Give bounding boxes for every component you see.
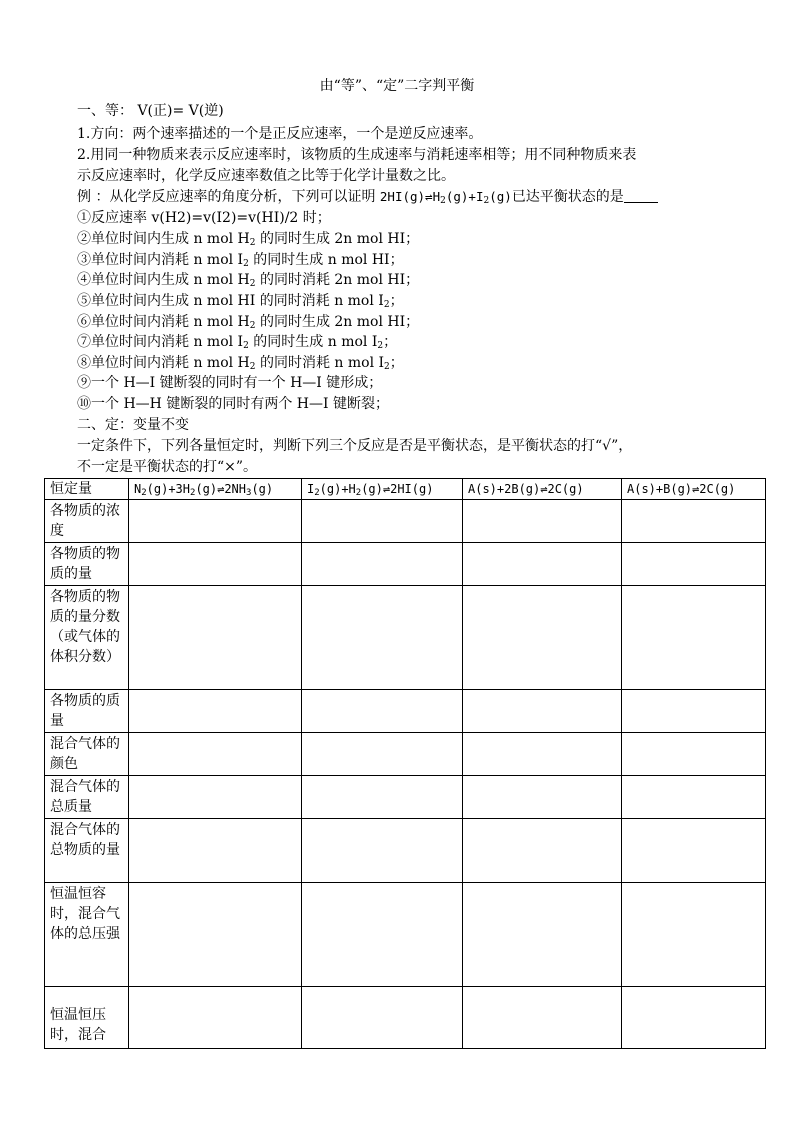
answer-cell[interactable] — [302, 987, 463, 1049]
answer-cell[interactable] — [302, 543, 463, 586]
answer-cell[interactable] — [463, 500, 622, 543]
list-item: ④单位时间内生成 n mol $H_2$ 的同时消耗 2n mol HI； — [77, 272, 420, 289]
table-row — [45, 543, 766, 586]
list-item: ⑥单位时间内消耗 n mol $H_2$ 的同时生成 2n mol HI； — [77, 314, 420, 331]
answer-cell[interactable] — [129, 733, 302, 776]
answer-cell[interactable] — [129, 987, 302, 1049]
answer-cell[interactable] — [622, 883, 766, 987]
example-equation-b: (g)+I — [445, 189, 484, 204]
equilibrium-table — [44, 478, 766, 1049]
example-equation-c: (g) — [489, 189, 512, 204]
answer-cell[interactable] — [463, 819, 622, 883]
instruction-line-2: 不一定是平衡状态的打“×”。 — [77, 459, 258, 475]
table-row — [45, 733, 766, 776]
row-label: 各物质的浓度 — [45, 500, 129, 543]
table-row — [45, 690, 766, 733]
row-label: 各物质的物质的量分数（或气体的体积分数） — [45, 586, 129, 690]
answer-cell[interactable] — [622, 543, 766, 586]
answer-cell[interactable] — [302, 883, 463, 987]
answer-cell[interactable] — [129, 690, 302, 733]
answer-cell[interactable] — [622, 733, 766, 776]
answer-cell[interactable] — [622, 776, 766, 819]
answer-cell[interactable] — [129, 543, 302, 586]
answer-cell[interactable] — [622, 500, 766, 543]
row-label: 恒温恒压时，混合 — [45, 987, 129, 1049]
answer-cell[interactable] — [302, 500, 463, 543]
answer-cell[interactable] — [463, 586, 622, 690]
example-suffix: 已达平衡状态的是 — [511, 189, 624, 205]
list-item: ⑧单位时间内消耗 n mol $H_2$ 的同时消耗 n mol $I_2$； — [77, 355, 404, 372]
point-1: 1.方向：两个速率描述的一个是正反应速率，一个是逆反应速率。 — [77, 126, 483, 142]
answer-cell[interactable] — [302, 819, 463, 883]
table-row — [45, 586, 766, 690]
answer-cell[interactable] — [463, 987, 622, 1049]
list-item: ⑩一个 H—H 键断裂的同时有两个 H—I 键断裂； — [77, 396, 389, 412]
table-header-row — [45, 479, 766, 500]
list-item: ②单位时间内生成 n mol $H_2$ 的同时生成 2n mol HI； — [77, 231, 420, 248]
header-constant-quantity: 恒定量 — [45, 479, 129, 500]
answer-cell[interactable] — [302, 586, 463, 690]
answer-cell[interactable] — [129, 883, 302, 987]
subscript: 2 — [483, 196, 490, 206]
row-label: 恒温恒容时，混合气体的总压强 — [45, 883, 129, 987]
answer-cell[interactable] — [463, 883, 622, 987]
answer-cell[interactable] — [463, 733, 622, 776]
table-row — [45, 987, 766, 1049]
example-question — [77, 187, 757, 207]
answer-cell[interactable] — [622, 586, 766, 690]
example-prefix: 例 ：从化学反应速率的角度分析，下列可以证明 — [77, 189, 380, 205]
answer-cell[interactable] — [129, 819, 302, 883]
section-2-heading: 二、定：变量不变 — [77, 417, 189, 433]
example-equation-a: 2HI(g)⇌H — [379, 189, 441, 204]
row-label: 混合气体的总物质的量 — [45, 819, 129, 883]
header-reaction: A(s)+B(g)⇌2C(g) — [622, 479, 766, 500]
answer-cell[interactable] — [622, 819, 766, 883]
answer-cell[interactable] — [622, 987, 766, 1049]
table-row — [45, 819, 766, 883]
answer-cell[interactable] — [129, 586, 302, 690]
page-title: 由“等”、“定”二字判平衡 — [319, 78, 475, 94]
row-label: 各物质的物质的量 — [45, 543, 129, 586]
answer-cell[interactable] — [302, 690, 463, 733]
list-item: ①反应速率 v(H2)=v(I2)=v(HI)/2 时； — [77, 210, 331, 226]
list-item: ⑤单位时间内生成 n mol HI 的同时消耗 n mol $I_2$； — [77, 293, 404, 310]
header-reaction: A(s)+2B(g)⇌2C(g) — [463, 479, 622, 500]
instruction-line-1: 一定条件下，下列各量恒定时，判断下列三个反应是否是平衡状态，是平衡状态的打“√”， — [77, 438, 633, 454]
answer-cell[interactable] — [129, 500, 302, 543]
header-reaction: $N_2(g)+3H_2(g)\rightleftharpoons 2NH_3(g)$ — [129, 479, 302, 500]
section-1-heading: 一、等： V(正)= V(逆) — [77, 103, 224, 119]
answer-cell[interactable] — [302, 776, 463, 819]
answer-cell[interactable] — [129, 776, 302, 819]
answer-cell[interactable] — [302, 733, 463, 776]
row-label: 混合气体的颜色 — [45, 733, 129, 776]
table-row — [45, 883, 766, 987]
row-label: 各物质的质量 — [45, 690, 129, 733]
answer-cell[interactable] — [463, 690, 622, 733]
row-label: 混合气体的总质量 — [45, 776, 129, 819]
table-row — [45, 776, 766, 819]
answer-cell[interactable] — [622, 690, 766, 733]
answer-cell[interactable] — [463, 543, 622, 586]
answer-blank[interactable] — [624, 188, 658, 203]
point-2-line-1: 2.用同一种物质来表示反应速率时，该物质的生成速率与消耗速率相等；用不同种物质来表 — [77, 147, 637, 163]
list-item: ⑨一个 H—I 键断裂的同时有一个 H—I 键形成； — [77, 375, 383, 391]
subscript: 2 — [440, 196, 446, 206]
header-reaction: $I_2(g)+H_2(g)\rightleftharpoons 2HI(g)$ — [302, 479, 463, 500]
list-item: ③单位时间内消耗 n mol $I_2$ 的同时生成 n mol HI； — [77, 252, 404, 269]
point-2-line-2: 示反应速率时，化学反应速率数值之比等于化学计量数之比。 — [77, 168, 455, 184]
table-row — [45, 500, 766, 543]
list-item: ⑦单位时间内消耗 n mol $I_2$ 的同时生成 n mol $I_2$； — [77, 334, 398, 351]
answer-cell[interactable] — [463, 776, 622, 819]
